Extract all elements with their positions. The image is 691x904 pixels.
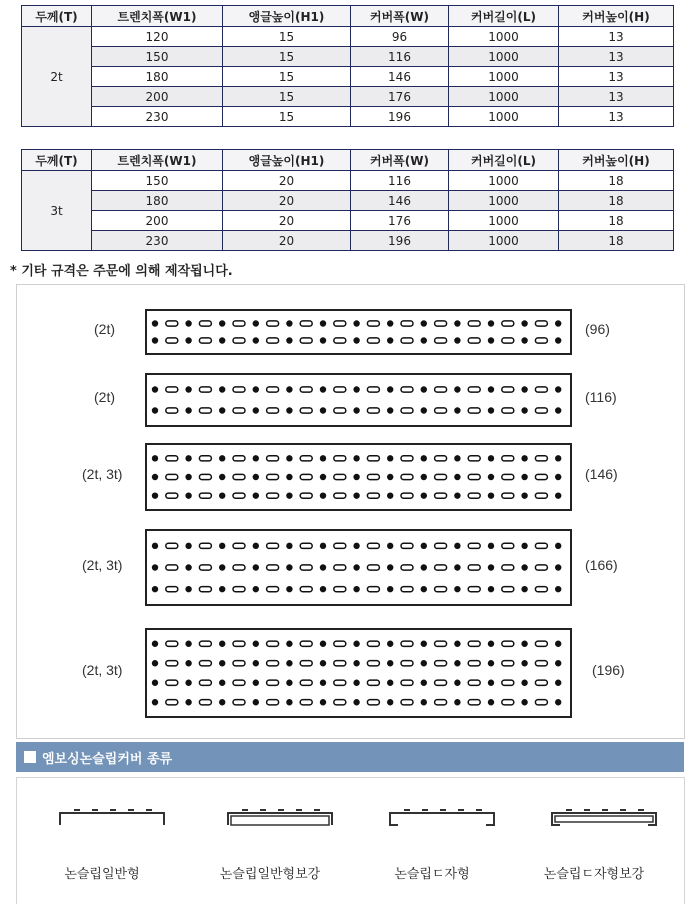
table-cell: 13 [559,47,674,67]
embossed-plate [145,628,572,718]
table-cell: 20 [223,171,351,191]
spec-table-2t [21,5,674,127]
table-row [22,47,674,67]
cover-types-panel [16,777,685,904]
reinforced-cover-icon [220,803,340,833]
custom-order-note: * 기타 규격은 주문에 의해 제작됩니다. [10,264,233,279]
plate-width-label: (116) [585,389,617,405]
table-cell: 15 [223,67,351,87]
emboss-pattern [147,531,570,604]
table-cell: 20 [223,191,351,211]
table-cell: 13 [559,107,674,127]
type-label: 논슬립ㄷ자형 [394,867,470,882]
table-cell: 176 [351,211,449,231]
table-row [22,231,674,251]
table-cell: 1000 [449,67,559,87]
section-title: 엠보싱논슬립커버 종류 [42,752,173,767]
emboss-pattern [147,445,570,509]
embossed-plate [145,373,572,427]
embossed-plate-diagram [16,284,685,739]
table-cell: 1000 [449,191,559,211]
table-cell: 20 [223,211,351,231]
table-cell: 18 [559,231,674,251]
type-item-c-shape [357,778,507,904]
embossed-plate [145,443,572,511]
table-row [22,27,674,47]
table-cell: 176 [351,87,449,107]
table-cell: 1000 [449,211,559,231]
plate-thickness-label: (2t) [94,321,115,337]
table-cell: 196 [351,231,449,251]
type-label: 논슬립ㄷ자형보강 [543,867,645,882]
type-item-flat [27,778,177,904]
plate-thickness-label: (2t, 3t) [82,466,123,482]
table-cell: 13 [559,67,674,87]
plate-thickness-label: (2t, 3t) [82,662,123,678]
column-header: 커버길이(L) [449,150,559,171]
table-cell: 120 [92,27,223,47]
table-row [22,171,674,191]
column-header: 트렌치폭(W1) [92,6,223,27]
table-cell: 15 [223,27,351,47]
section-header [16,742,684,772]
table-cell: 200 [92,87,223,107]
table-cell: 18 [559,191,674,211]
table-cell: 1000 [449,231,559,251]
plate-thickness-label: (2t) [94,389,115,405]
column-header: 커버길이(L) [449,6,559,27]
table-row [22,67,674,87]
table-cell: 230 [92,231,223,251]
table-cell: 196 [351,107,449,127]
emboss-pattern [147,311,570,353]
square-bullet-icon [24,751,36,763]
plate-width-label: (166) [585,556,618,573]
table-cell: 1000 [449,47,559,67]
table-row [22,191,674,211]
plate-width-label: (146) [585,466,618,482]
table-row [22,211,674,231]
emboss-pattern [147,630,570,716]
embossed-plate [145,529,572,606]
plate-width-label: (196) [592,662,625,678]
table-row [22,107,674,127]
table-cell: 116 [351,47,449,67]
type-label: 논슬립일반형 [64,867,140,882]
column-header: 앵글높이(H1) [223,6,351,27]
type-item-c-shape-reinforced [519,778,669,904]
table-cell: 150 [92,171,223,191]
thickness-cell: 3t [22,171,92,251]
table-cell: 96 [351,27,449,47]
table-cell: 200 [92,211,223,231]
flat-cover-icon [52,803,172,833]
table-cell: 230 [92,107,223,127]
table-cell: 146 [351,191,449,211]
table-cell: 1000 [449,171,559,191]
table-cell: 1000 [449,27,559,47]
table-cell: 13 [559,87,674,107]
table-cell: 15 [223,107,351,127]
table-cell: 20 [223,231,351,251]
table-cell: 1000 [449,87,559,107]
table-cell: 1000 [449,107,559,127]
table-cell: 146 [351,67,449,87]
spec-table-3t [21,149,674,251]
table-cell: 13 [559,27,674,47]
emboss-pattern [147,375,570,425]
embossed-plate [145,309,572,355]
table-cell: 180 [92,191,223,211]
column-header: 앵글높이(H1) [223,150,351,171]
column-header: 두께(T) [22,6,92,27]
table-cell: 116 [351,171,449,191]
type-item-reinforced [195,778,345,904]
plate-width-label: (96) [585,321,610,337]
plate-thickness-label: (2t, 3t) [82,556,123,573]
table-cell: 180 [92,67,223,87]
column-header: 트렌치폭(W1) [92,150,223,171]
c-shape-reinforced-cover-icon [544,803,664,833]
c-shape-cover-icon [382,803,502,833]
table-cell: 18 [559,211,674,231]
table-cell: 15 [223,87,351,107]
column-header: 커버폭(W) [351,6,449,27]
table-cell: 18 [559,171,674,191]
column-header: 두께(T) [22,150,92,171]
column-header: 커버폭(W) [351,150,449,171]
column-header: 커버높이(H) [559,6,674,27]
type-label: 논슬립일반형보강 [219,867,321,882]
table-cell: 150 [92,47,223,67]
table-cell: 15 [223,47,351,67]
column-header: 커버높이(H) [559,150,674,171]
thickness-cell: 2t [22,27,92,127]
table-row [22,87,674,107]
